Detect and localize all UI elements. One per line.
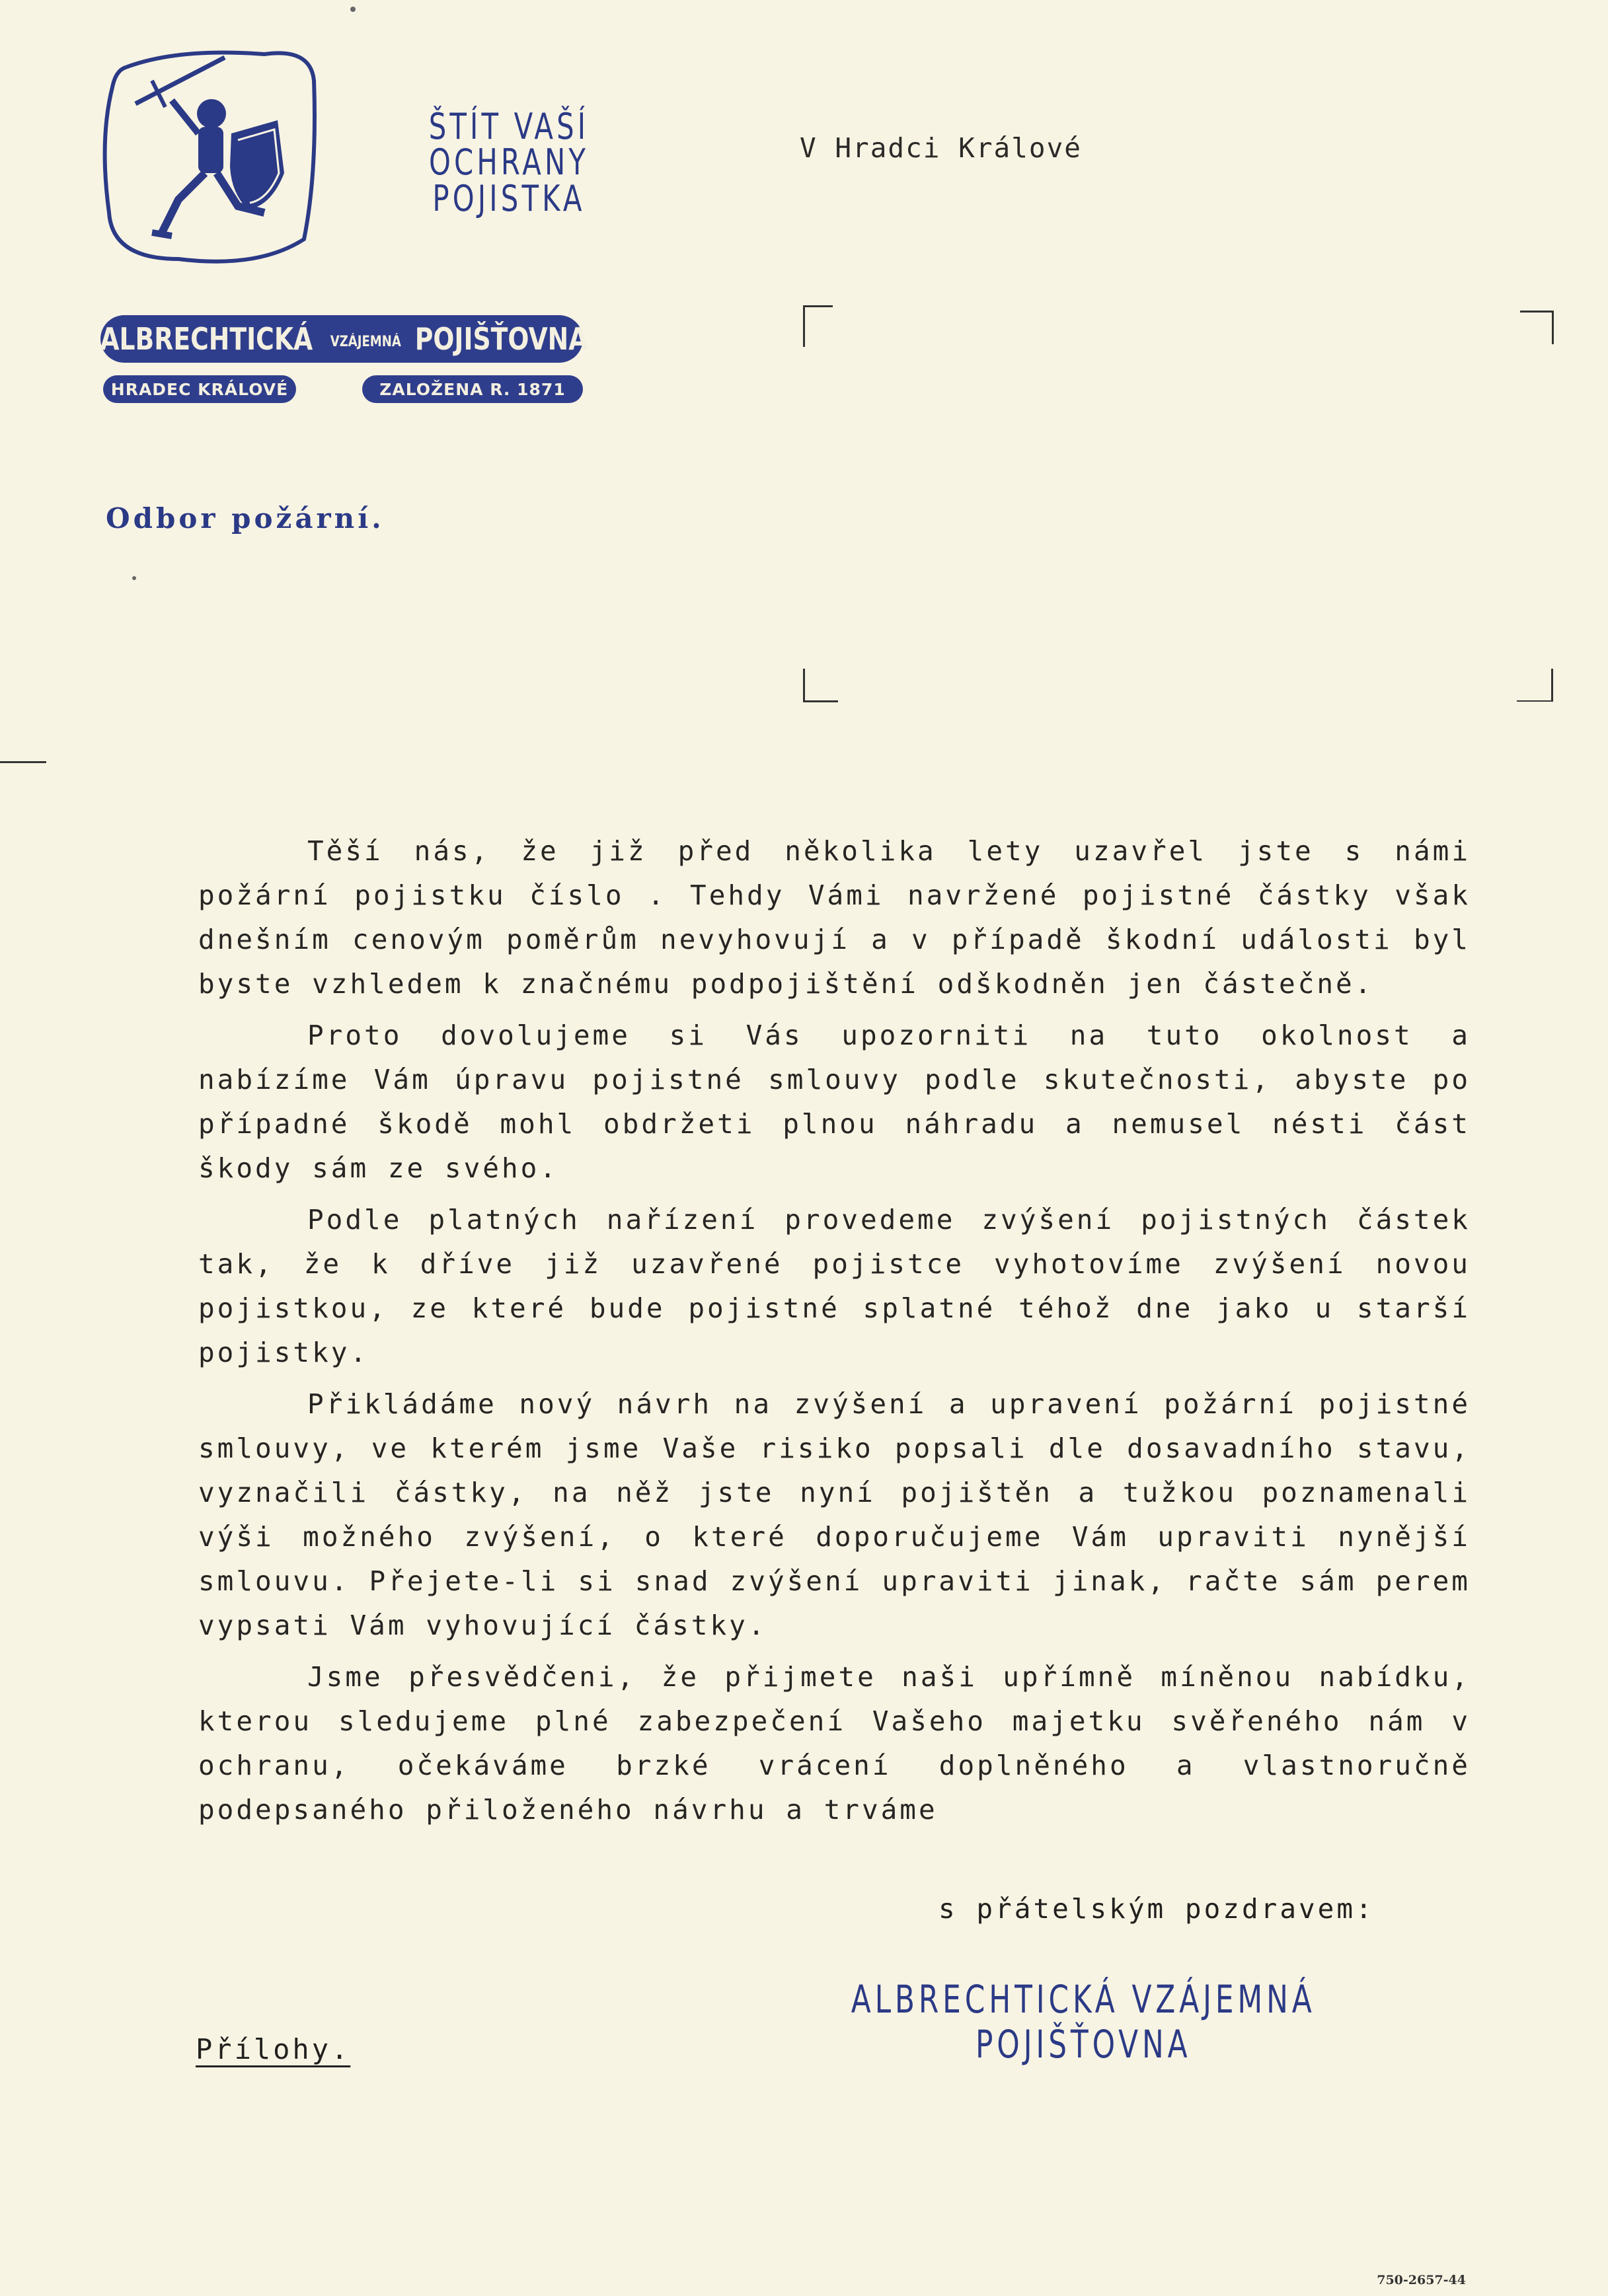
city-pill: HRADEC KRÁLOVÉ: [103, 375, 296, 403]
knight-shield-logo-icon: [99, 41, 324, 269]
attachments-label: Přílohy.: [196, 2033, 351, 2065]
speck: [132, 576, 136, 580]
paragraph: Proto dovolujeme si Vás upozorniti na tuto okolnost a nabízíme Vám úpravu pojistné smlouvy podle skutečnosti, abyste po případné škodě mohl obdržeti plnou náhradu a nemusel nésti část škody sám ze svého.: [198, 1019, 1471, 1184]
slogan-line-1: ŠTÍT VAŠÍ OCHRANY: [428, 106, 590, 183]
company-name-small: VZÁJEMNÁ: [330, 333, 402, 350]
department-heading: Odbor požární.: [106, 502, 385, 535]
paragraph: Těší nás, že již před několika lety uzavřel jste s námi požární pojistku číslo . Tehdy Vámi navržené pojistné částky však dnešním cenovým poměrům nevyhovují a v případě škodní události byl byste vzhledem k značnému podpojištění odškodněn jen částečně.: [198, 835, 1471, 1000]
signature-stamp: ALBRECHTICKÁ VZÁJEMNÁ POJIŠŤOVNA: [851, 1977, 1316, 2067]
company-name-part1: ALBRECHTICKÁ: [100, 321, 313, 357]
paragraph: Přikládáme nový návrh na zvýšení a upravení požární pojistné smlouvy, ve kterém jsme Vaše risiko popsali dle dosavadního stavu, vyznačili částky, na něž jste nyní pojištěn a tužkou poznamenali výši možného zvýšení, o které doporučujeme Vám upraviti nynější smlouvu. Přejete-li si snad zvýšení upraviti jinak, račte sám perem vypsati Vám vyhovující částky.: [198, 1388, 1471, 1641]
company-name-part2: POJIŠŤOVNA: [414, 321, 588, 357]
slogan-line-2: POJISTKA: [432, 178, 586, 219]
letter-body: [198, 829, 1471, 1839]
address-corner-bottom-left: [803, 669, 838, 702]
paragraph: Jsme přesvědčeni, že přijmete naši upřímně míněnou nabídku, kterou sledujeme plné zabezpečení Vašeho majetku svěřeného nám v ochranu, očekáváme brzké vrácení doplněného a vlastnoručně podepsaného přiloženého návrhu a trváme: [198, 1661, 1471, 1826]
company-banner: [100, 315, 588, 363]
closing-salutation: s přátelským pozdravem:: [938, 1893, 1375, 1925]
speck: [350, 7, 356, 12]
address-corner-bottom-right: [1517, 669, 1553, 702]
paragraph: Podle platných nařízení provedeme zvýšení pojistných částek tak, že k dříve již uzavřené pojistce vyhotovíme zvýšení novou pojistkou, ze které bude pojistné splatné téhož dne jako u starší pojistky.: [198, 1204, 1471, 1368]
form-code: 750-2657-44: [1377, 2273, 1466, 2287]
address-corner-top-left: [803, 305, 833, 347]
address-corner-top-right: [1520, 311, 1554, 344]
place-of-writing: V Hradci Králové: [800, 132, 1082, 164]
fold-mark: [0, 761, 46, 763]
founded-pill: ZALOŽENA R. 1871: [362, 375, 583, 403]
